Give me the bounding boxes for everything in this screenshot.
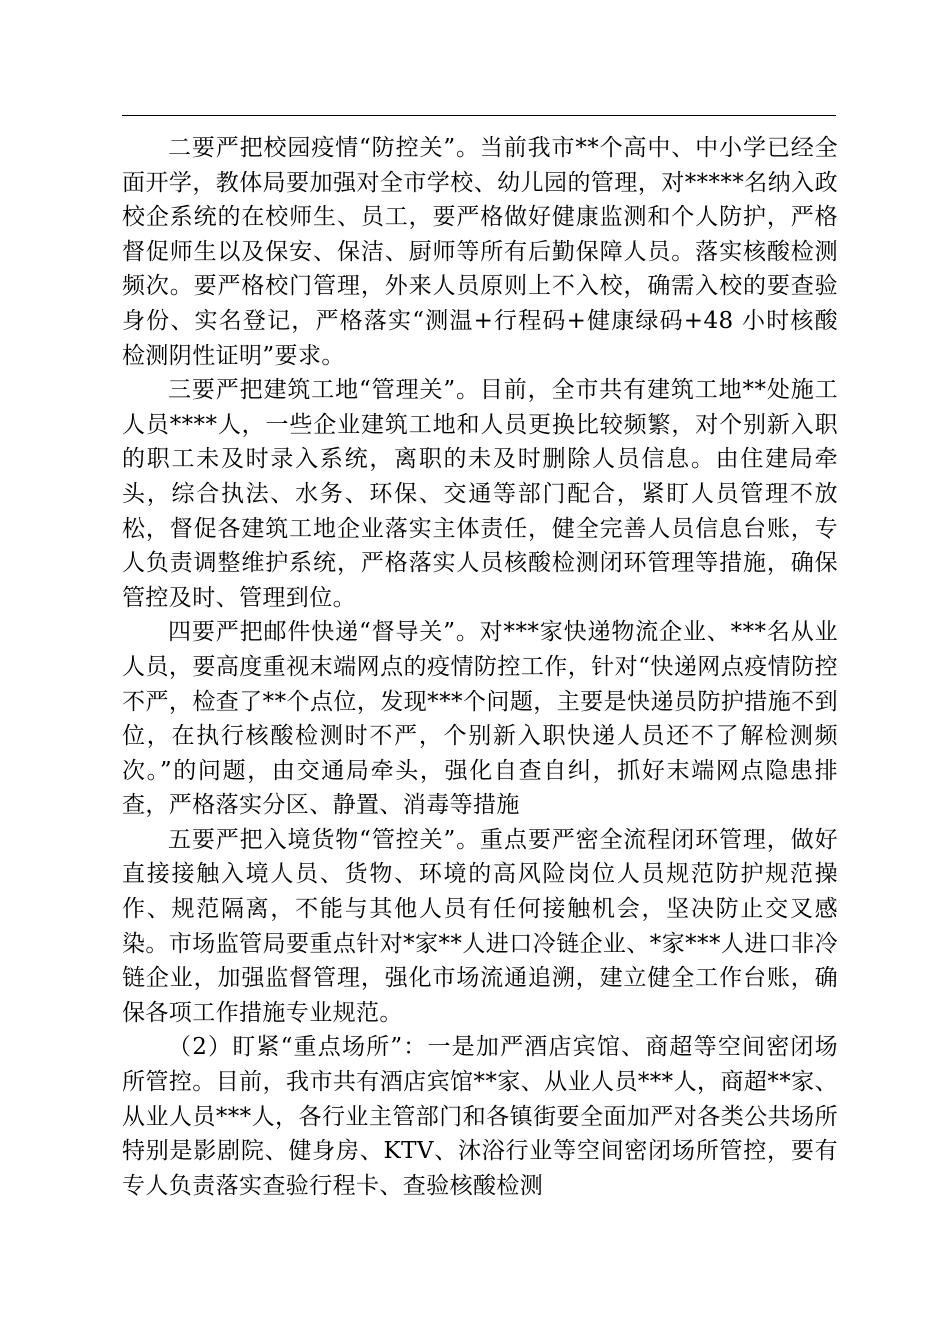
document-body [122,131,838,1203]
paragraph-campus-prevention: 二要严把校园疫情“防控关”。当前我市**个高中、中小学已经全面开学，教体局要加强对全市学校、幼儿园的管理，对*****名纳入政校企系统的在校师生、员工，要严格做好健康监测和个人防护，严格督促师生以及保安、保洁、厨师等所有后勤保障人员。落实核酸检测频次。要严格校门管理，外来人员原则上不入校，确需入校的要查验身份、实名登记，严格落实“测温+行程码+健康绿码+48 小时核酸检测阴性证明”要求。 [122,135,838,369]
paragraph-construction-sites: 三要严把建筑工地“管理关”。目前，全市共有建筑工地**处施工人员****人，一些企业建筑工地和人员更换比较频繁，对个别新入职的职工未及时录入系统，离职的未及时删除人员信息。由住建局牵头，综合执法、水务、环保、交通等部门配合，紧盯人员管理不放松，督促各建筑工地企业落实主体责任，健全完善人员信息台账，专人负责调整维护系统，严格落实人员核酸检测闭环管理等措施，确保管控及时、管理到位。 [122,377,838,611]
header-rule [122,115,836,116]
paragraph-imported-goods: 五要严把入境货物“管控关”。重点要严密全流程闭环管理，做好直接接触入境人员、货物、环境的高风险岗位人员规范防护规范操作、规范隔离，不能与其他人员有任何接触机会，坚决防止交叉感染。市场监管局要重点针对*家**人进口冷链企业、*家***人进口非冷链企业，加强监督管理，强化市场流通追溯，建立健全工作台账，确保各项工作措施专业规范。 [122,826,838,1026]
paragraph-express-delivery: 四要严把邮件快递“督导关”。对***家快递物流企业、***名从业人员，要高度重视末端网点的疫情防控工作，针对“快递网点疫情防控不严，检查了**个点位，发现***个问题，主要是快递员防护措施不到位，在执行核酸检测时不严，个别新入职快递人员还不了解检测频次。”的问题，由交通局牵头，强化自查自纠，抓好末端网点隐患排查，严格落实分区、静置、消毒等措施 [122,619,838,819]
paragraph-key-venues: （2）盯紧“重点场所”：一是加严酒店宾馆、商超等空间密闭场所管控。目前，我市共有酒店宾馆**家、从业人员***人，商超**家、从业人员***人，各行业主管部门和各镇街要全面加严对各类公共场所特别是影剧院、健身房、KTV、沐浴行业等空间密闭场所管控，要有专人负责落实查验行程卡、查验核酸检测 [122,1034,838,1199]
